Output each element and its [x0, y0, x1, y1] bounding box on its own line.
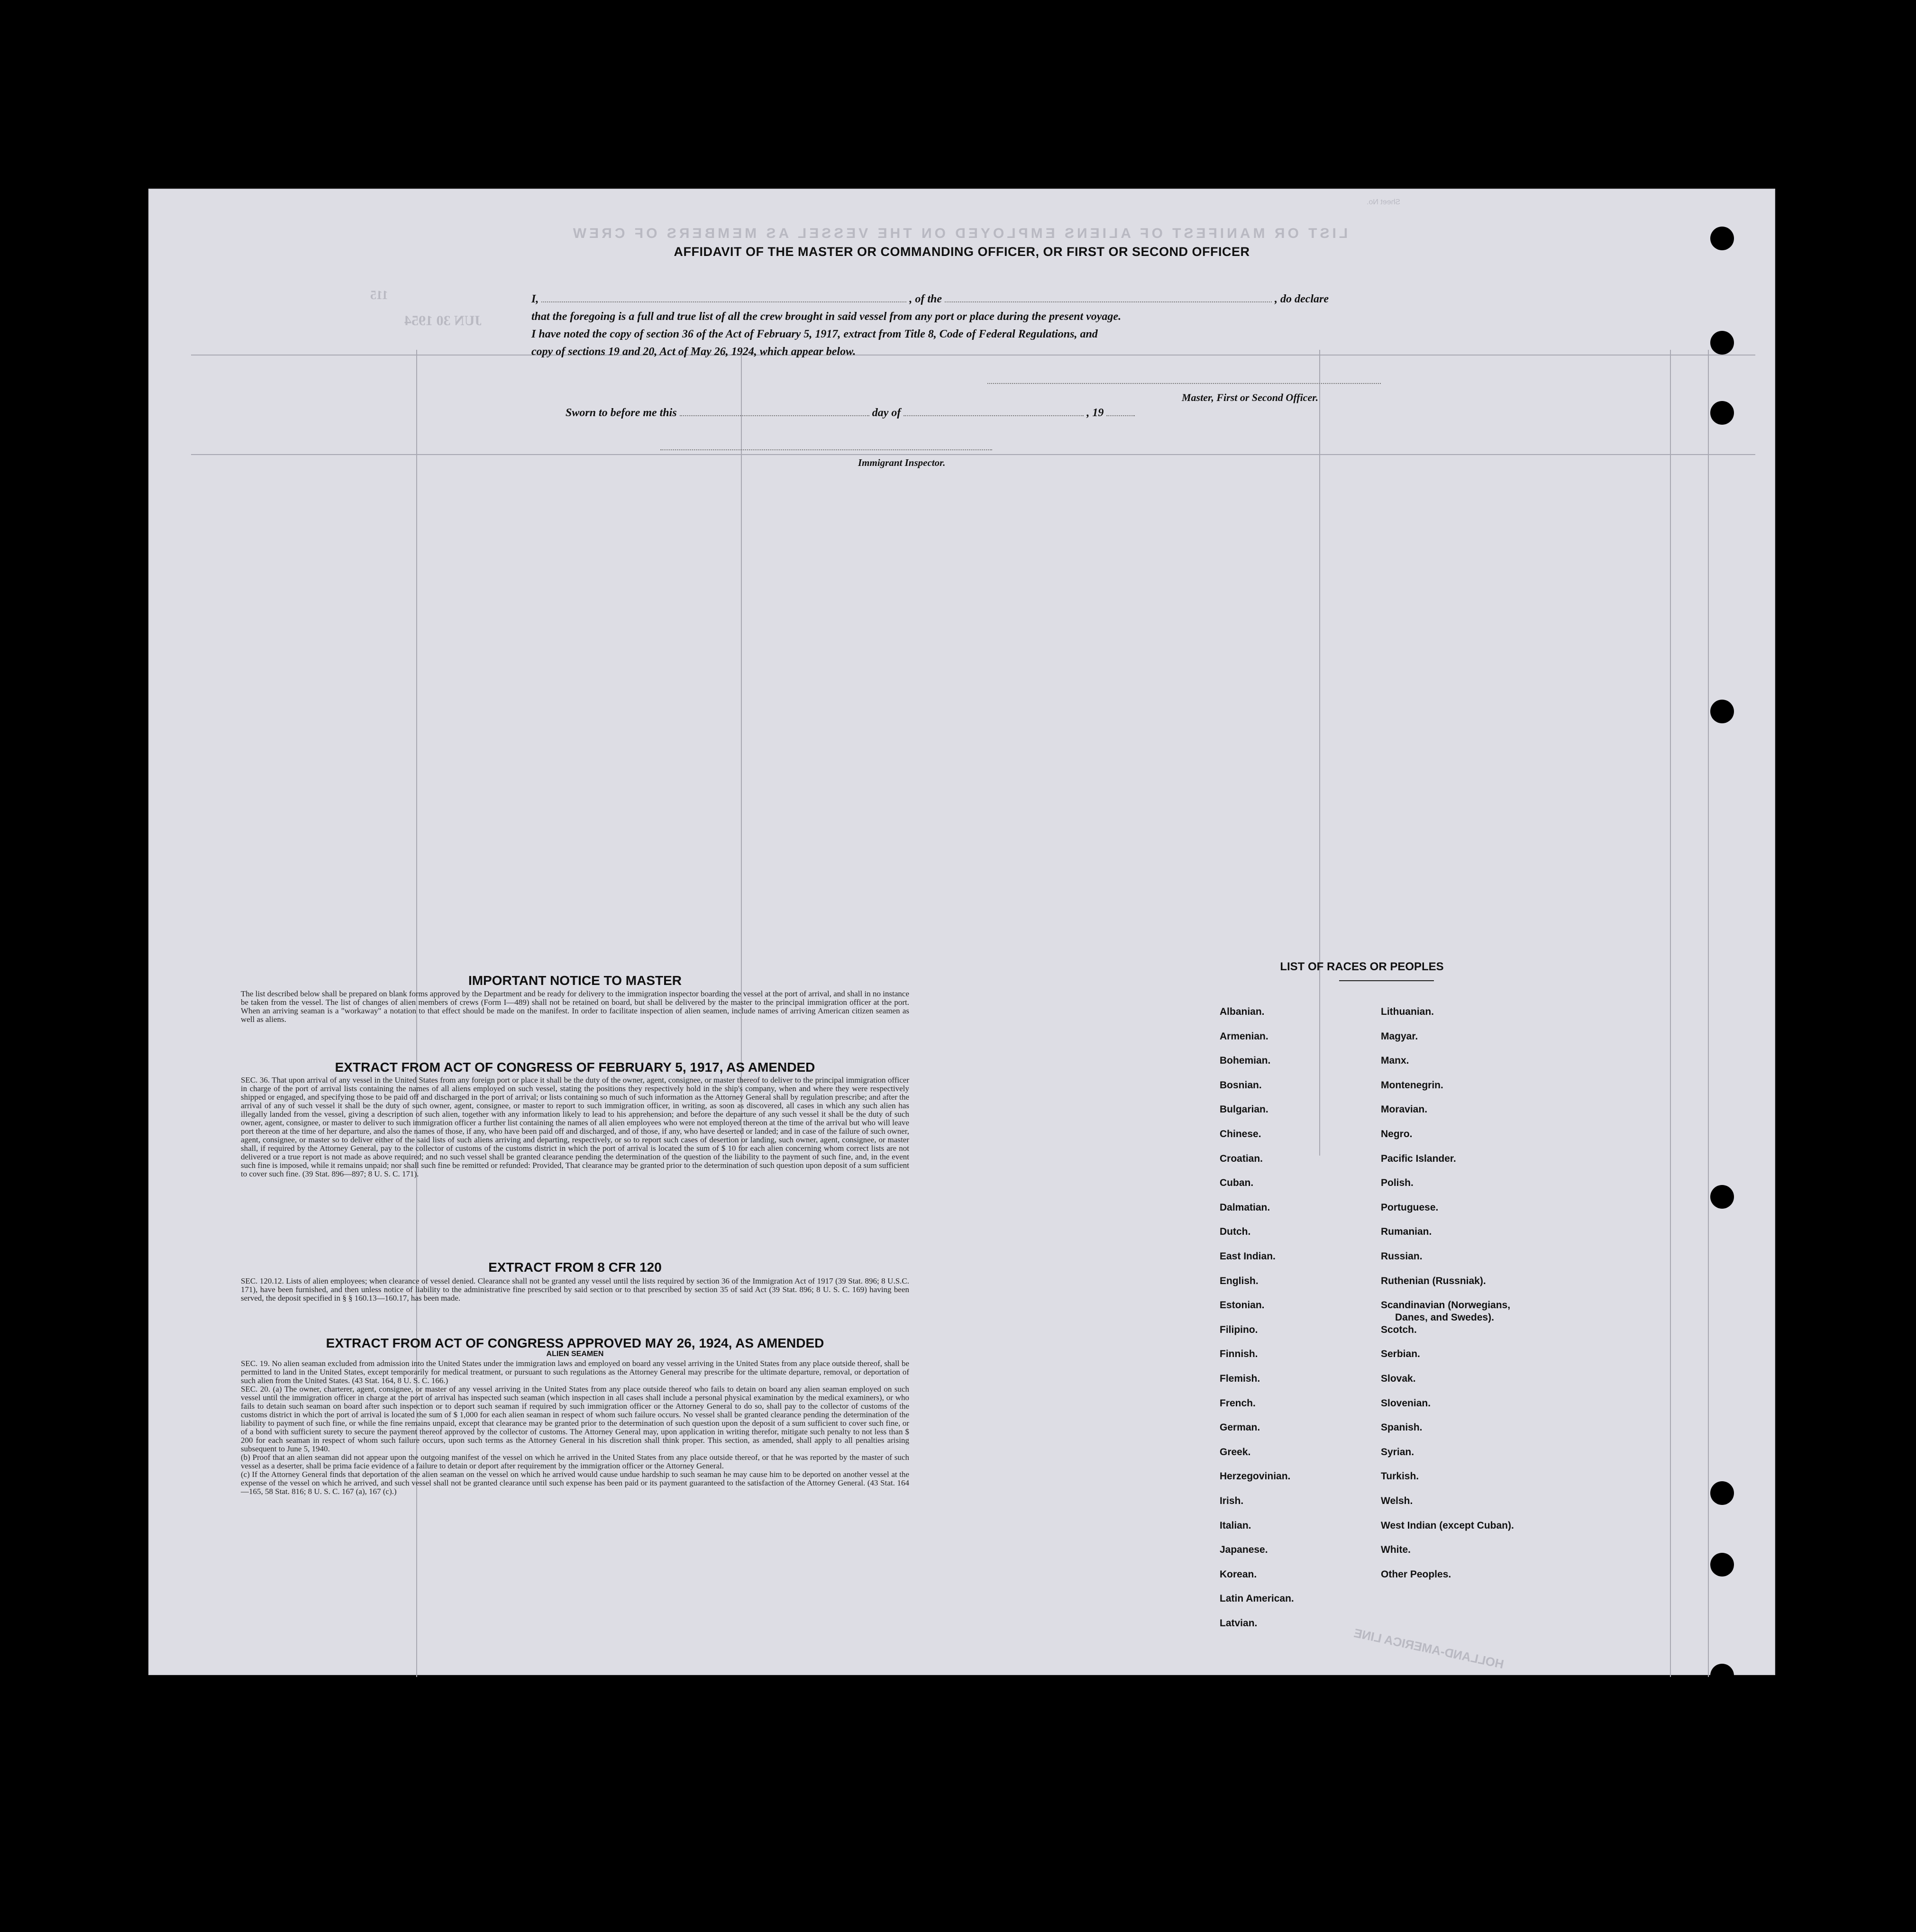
- punch-hole: [1710, 331, 1734, 355]
- race-item: Pacific Islander.: [1381, 1153, 1456, 1164]
- punch-hole: [1710, 1553, 1734, 1577]
- race-item: Polish.: [1381, 1177, 1414, 1189]
- race-item: Moravian.: [1381, 1104, 1428, 1115]
- race-item: Dutch.: [1220, 1226, 1251, 1238]
- manifest-sheet: [148, 189, 1775, 1675]
- ghost-stamp-bottom: HOLLAND-AMERICA LINE: [1352, 1625, 1505, 1672]
- notice-title: IMPORTANT NOTICE TO MASTER: [468, 973, 682, 988]
- extract-1917-title: EXTRACT FROM ACT OF CONGRESS OF FEBRUARY 5, 1917, AS AMENDED: [335, 1060, 815, 1075]
- ghost-grid-line: [1319, 350, 1320, 1156]
- race-item: Filipino.: [1220, 1324, 1258, 1335]
- race-item: Herzegovinian.: [1220, 1471, 1291, 1482]
- affidavit-title: AFFIDAVIT OF THE MASTER OR COMMANDING OFFICER, OR FIRST OR SECOND OFFICER: [674, 245, 1250, 259]
- race-item: Albanian.: [1220, 1006, 1265, 1017]
- extract-cfr-title: EXTRACT FROM 8 CFR 120: [488, 1260, 662, 1275]
- race-item: East Indian.: [1220, 1251, 1276, 1262]
- race-item: Finnish.: [1220, 1349, 1258, 1360]
- race-item: Irish.: [1220, 1495, 1244, 1506]
- races-title: LIST OF RACES OR PEOPLES: [1280, 960, 1444, 973]
- race-item: Chinese.: [1220, 1129, 1261, 1139]
- ghost-header: LIST OR MANIFEST OF ALIENS EMPLOYED ON THE VESSEL AS MEMBERS OF CREW: [570, 226, 1348, 241]
- inspector-label: Immigrant Inspector.: [858, 457, 946, 468]
- affidavit-declare: , do declare: [1275, 293, 1329, 305]
- race-item: Korean.: [1220, 1568, 1257, 1580]
- race-item: Syrian.: [1381, 1446, 1414, 1458]
- punch-hole: [1710, 1185, 1734, 1209]
- year-label: , 19: [1086, 407, 1104, 419]
- race-item: Greek.: [1220, 1446, 1251, 1458]
- ghost-grid-line: [1670, 350, 1671, 1677]
- race-item: Latvian.: [1220, 1618, 1258, 1629]
- race-item: Dalmatian.: [1220, 1202, 1270, 1213]
- race-item: Montenegrin.: [1381, 1079, 1443, 1091]
- race-item: Rumanian.: [1381, 1226, 1432, 1238]
- extract-1917-body: SEC. 36. That upon arrival of any vessel in the United States from any foreign port or place it shall be the duty of the owner, agent, consignee, or master thereof to deliver to the principal immigration officer in charge of the port of arrival lists containing the names of all aliens employed on such vessel, stating the positions they respectively hold in the ship's company, when and where they were respectively shipped or engaged, and specifying those to be paid off and discharged in the port of arrival; or lists containing so much of such information as the Attorney General shall by regulation prescribe; and after the arrival of any of such vessel it shall be the duty of such owner, agent, consignee, or master to report to such immigration officer, in writing, as soon as discovered, all cases in which any such alien has illegally landed from the vessel, giving a description of such alien, together with any information likely to lead to his apprehension; and before the departure of any such vessel it shall be the duty of such owner, agent, consignee, or master to deliver to such immigration officer a further list containing the names of all alien employees who were not employed thereon at the time of the arrival but who will leave port thereon at the time of her departure, and also the names of those, if any, who have been paid off and discharged, and of those, if any, who have deserted or landed; and in case of the failure of such owner, agent, consignee, or master so to deliver either of the said lists of such aliens arriving and departing, respectively, or so to report such cases of desertion or landing, such owner, agent, consignee, or master shall, if required by the Attorney General, pay to the collector of customs of the customs district in which the port of arrival is located the sum of $ 10 for each alien concerning whom correct lists are not delivered or a true report is not made as above required; and no such vessel shall be granted clearance pending the determination of the question of the liability to the payment of such fine, and, in the event such fine is imposed, while it remains unpaid; nor shall such fine be remitted or refunded: Provided, That clearance may be granted prior to the determination of such question upon deposit of a sum sufficient to cover such fine. (39 Stat. 896—897; 8 U. S. C. 171).: [241, 1075, 910, 1178]
- race-item: Cuban.: [1220, 1177, 1254, 1189]
- race-item: Ruthenian (Russniak).: [1381, 1275, 1486, 1286]
- race-item: Croatian.: [1220, 1153, 1263, 1164]
- race-item: Slovak.: [1381, 1373, 1416, 1384]
- sworn-label: Sworn to before me this: [566, 407, 677, 419]
- race-item: Scotch.: [1381, 1324, 1417, 1335]
- extract-1924-body: [241, 1359, 909, 1496]
- name-blank[interactable]: [541, 301, 906, 302]
- vessel-blank[interactable]: [945, 301, 1272, 302]
- master-label: Master, First or Second Officer.: [1182, 392, 1319, 403]
- race-item: West Indian (except Cuban).: [1381, 1520, 1514, 1531]
- ghost-grid-line: [1708, 350, 1709, 1677]
- race-item: Flemish.: [1220, 1373, 1260, 1384]
- race-item: Russian.: [1381, 1251, 1423, 1262]
- inspector-signature-line[interactable]: [660, 449, 992, 450]
- race-item: Serbian.: [1381, 1349, 1420, 1360]
- ghost-grid-line: [191, 454, 1755, 455]
- race-item: Italian.: [1220, 1520, 1251, 1531]
- race-item: Bohemian.: [1220, 1055, 1271, 1066]
- punch-hole: [1710, 1481, 1734, 1505]
- races-title-rule: [1339, 980, 1434, 981]
- affidavit-of-the: , of the: [909, 293, 942, 305]
- race-item: Portuguese.: [1381, 1202, 1439, 1213]
- race-item: Bosnian.: [1220, 1079, 1262, 1091]
- sec20b-text: (b) Proof that an alien seaman did not appear upon the outgoing manifest of the vessel on which he arrived in the United States from any place outside thereof, or that he was reported by the master of such vessel as a deserter, shall be prima facie evidence of a failure to detain or deport after requirement by the immigration officer or the Attorney General.: [241, 1453, 909, 1470]
- extract-1924-subtitle: ALIEN SEAMEN: [546, 1350, 604, 1358]
- race-item: Welsh.: [1381, 1495, 1413, 1506]
- race-item: Latin American.: [1220, 1593, 1294, 1604]
- race-item: German.: [1220, 1422, 1260, 1433]
- punch-hole: [1710, 1664, 1734, 1687]
- race-item: Lithuanian.: [1381, 1006, 1434, 1017]
- affidavit-line1: [531, 293, 1546, 306]
- race-item: Slovenian.: [1381, 1397, 1431, 1409]
- ghost-stamp: JUN 30 1954: [404, 313, 482, 328]
- punch-hole: [1710, 700, 1734, 723]
- sec20c-text: (c) If the Attorney General finds that deportation of the alien seaman on the vessel on which he arrived would cause undue hardship to such seaman he may cause him to be deported on another vessel at the expense of the vessel on which he arrived, and such vessel shall not be granted clearance until such expense has been paid or its payment guaranteed to the satisfaction of the Attorney General. (43 Stat. 164—165, 58 Stat. 816; 8 U. S. C. 167 (a), 167 (c).): [241, 1470, 909, 1496]
- punch-hole: [1710, 401, 1734, 425]
- race-item: Bulgarian.: [1220, 1104, 1268, 1115]
- race-item: English.: [1220, 1275, 1259, 1286]
- ghost-sheet-no: Sheet No.: [1367, 198, 1401, 206]
- sworn-month-blank[interactable]: [903, 415, 1084, 416]
- race-item: Danes, and Swedes).: [1395, 1312, 1494, 1323]
- race-item: Magyar.: [1381, 1030, 1418, 1042]
- race-item: Negro.: [1381, 1129, 1413, 1139]
- affidavit-line2: that the foregoing is a full and true list of all the crew brought in said vessel from any port or place during the present voyage.: [531, 310, 1122, 323]
- race-item: Spanish.: [1381, 1422, 1423, 1433]
- sec19-text: SEC. 19. No alien seaman excluded from admission into the United States under the immigration laws and employed on board any vessel arriving in the United States from any place outside thereof, shall be permitted to land in the United States, except temporarily for medical treatment, or pursuant to such regulations as the Attorney General may prescribe for the ultimate departure, removal, or deportation of such alien from the United States. (43 Stat. 164, 8 U. S. C. 166.): [241, 1359, 909, 1385]
- day-of-label: day of: [872, 407, 901, 419]
- extract-cfr-body: SEC. 120.12. Lists of alien employees; when clearance of vessel denied. Clearance shall not be granted any vessel until the lists required by section 36 of the Immigration Act of 1917 (39 Stat. 896; 8 U.S.C. 171), have been furnished, and then unless notice of liability to the administrative fine prescribed by said section or to that prescribed by section 35 of said Act (39 Stat. 896; 8 U. S. C. 169) having been served, the deposit specified in § § 160.13—160.17, has been made.: [241, 1276, 909, 1303]
- race-item: Scandinavian (Norwegians,: [1381, 1300, 1511, 1311]
- affidavit-line3: I have noted the copy of section 36 of the Act of February 5, 1917, extract from Title 8, Code of Federal Regulations, and: [531, 328, 1098, 340]
- race-item: Estonian.: [1220, 1300, 1265, 1311]
- sworn-day-blank[interactable]: [680, 415, 869, 416]
- sec20-text: SEC. 20. (a) The owner, charterer, agent, consignee, or master of any vessel arriving in the United States from any place outside thereof who fails to detain on board any alien seaman employed on such vessel until the immigration officer in charge at the port of arrival has inspected such seaman (which inspection in all cases shall include a personal physical examination by the medical examiners), or who fails to detain such seaman on board after such inspection or to deport such seaman if required by such immigration officer or the Attorney General to do so, shall pay to the collector of customs of the customs district in which the port of arrival is located the sum of $ 1,000 for each alien seaman in respect of whom such failure occurs. No vessel shall be granted clearance pending the determination of the liability to payment of such fine, or while the fine remains unpaid, except that clearance may be granted prior to the determination of such question upon the deposit of a sum sufficient to cover such fine, or of a bond with sufficient surety to secure the payment thereof approved by the collector of customs. The Attorney General may, upon application in writing therefor, mitigate such penalty to not less than $ 200 for each seaman in respect of whom such failure occurs, upon such terms as the Attorney General in his discretion shall think proper. This section, as amended, shall apply to all penalties arising subsequent to June 5, 1940.: [241, 1385, 909, 1453]
- race-item: Armenian.: [1220, 1030, 1268, 1042]
- affidavit-i: I,: [531, 293, 539, 305]
- ghost-number: 115: [370, 288, 388, 302]
- ghost-grid-line: [741, 350, 742, 1156]
- race-item: White.: [1381, 1544, 1411, 1556]
- sworn-year-blank[interactable]: [1106, 415, 1135, 416]
- affidavit-line4: copy of sections 19 and 20, Act of May 26, 1924, which appear below.: [531, 346, 856, 358]
- race-item: Manx.: [1381, 1055, 1409, 1066]
- race-item: Turkish.: [1381, 1471, 1419, 1482]
- master-signature-line[interactable]: [987, 383, 1381, 384]
- race-item: Other Peoples.: [1381, 1568, 1451, 1580]
- notice-body: The list described below shall be prepared on blank forms approved by the Department and be ready for delivery to the immigration inspector boarding the vessel at the port of arrival, and shall in no instance be taken from the vessel. The list of changes of alien members of crews (Form I—489) shall not be retained on board, but shall be delivered by the master to the principal immigration officer at the port. When an arriving seaman is a "workaway" a notation to that effect should be made on the manifest. In order to facilitate inspection of alien seamen, include names of arriving American citizen seamen as well as aliens.: [241, 989, 909, 1024]
- sworn-line: [566, 407, 1371, 419]
- race-item: French.: [1220, 1397, 1256, 1409]
- race-item: Japanese.: [1220, 1544, 1268, 1556]
- extract-1924-title: EXTRACT FROM ACT OF CONGRESS APPROVED MAY 26, 1924, AS AMENDED: [326, 1336, 824, 1350]
